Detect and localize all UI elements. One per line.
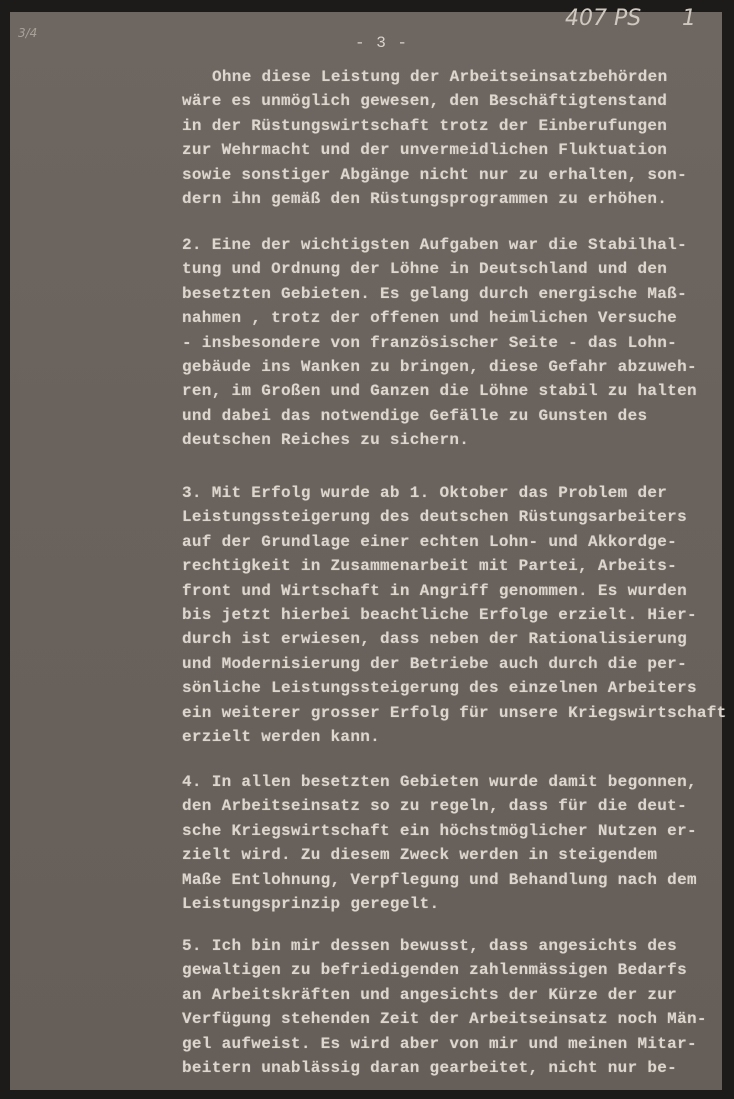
- text-line: ein weiterer grosser Erfolg für unsere Kriegswirtschaft: [182, 703, 727, 722]
- text-line: 2. Eine der wichtigsten Aufgaben war die Stabilhal-: [182, 236, 687, 254]
- text-line: 4. In allen besetzten Gebieten wurde damit begonnen,: [182, 773, 697, 791]
- text-line: an Arbeitskräften und angesichts der Kürze der zur: [182, 985, 678, 1004]
- text-line: nahmen , trotz der offenen und heimlichen Versuche: [182, 309, 678, 328]
- text-line: besetzten Gebieten. Es gelang durch energische Maß-: [182, 284, 687, 303]
- text-line: deutschen Reiches zu sichern.: [182, 431, 470, 450]
- text-line: und dabei das notwendige Gefälle zu Gunsten des: [182, 406, 648, 425]
- text-line: Leistungssteigerung des deutschen Rüstungsarbeiters: [182, 508, 687, 527]
- text-line: ren, im Großen und Ganzen die Löhne stabil zu halten: [182, 382, 697, 401]
- text-line: dern ihn gemäß den Rüstungsprogrammen zu erhöhen.: [182, 189, 668, 208]
- archive-number: 407 PS: [565, 6, 642, 31]
- text-line: durch ist erwiesen, dass neben der Rationalisierung: [182, 630, 687, 649]
- text-line: Leistungsprinzip geregelt.: [182, 894, 440, 913]
- paragraph-3: [182, 481, 727, 749]
- text-line: in der Rüstungswirtschaft trotz der Einberufungen: [182, 116, 668, 135]
- corner-mark: 3/4: [18, 26, 38, 40]
- document-page: [10, 6, 727, 1090]
- page-number: - 3 -: [355, 34, 409, 52]
- text-line: sowie sonstiger Abgänge nicht nur zu erhalten, son-: [182, 165, 687, 184]
- text-line: gewaltigen zu befriedigenden zahlenmässigen Bedarfs: [182, 961, 687, 980]
- text-line: tung und Ordnung der Löhne in Deutschland und den: [182, 260, 668, 279]
- text-line: rechtigkeit in Zusammenarbeit mit Partei, Arbeits-: [182, 557, 678, 576]
- text-line: sche Kriegswirtschaft ein höchstmöglicher Nutzen er-: [182, 821, 697, 840]
- text-line: Maße Entlohnung, Verpflegung und Behandlung nach dem: [182, 870, 697, 889]
- text-line: 3. Mit Erfolg wurde ab 1. Oktober das Problem der: [182, 484, 668, 502]
- text-line: und Modernisierung der Betriebe auch durch die per-: [182, 654, 687, 673]
- text-line: wäre es unmöglich gewesen, den Beschäftigtenstand: [182, 92, 668, 111]
- text-line: bis jetzt hierbei beachtliche Erfolge erzielt. Hier-: [182, 605, 697, 624]
- text-line: front und Wirtschaft in Angriff genommen. Es wurden: [182, 581, 687, 600]
- text-line: zielt wird. Zu diesem Zweck werden in steigendem: [182, 846, 658, 865]
- text-line: - insbesondere von französischer Seite - das Lohn-: [182, 333, 678, 352]
- text-line: 5. Ich bin mir dessen bewusst, dass angesichts des: [182, 937, 678, 955]
- paragraph-5: [182, 934, 707, 1080]
- text-line: auf der Grundlage einer echten Lohn- und Akkordge-: [182, 532, 678, 551]
- text-line: Verfügung stehenden Zeit der Arbeitseinsatz noch Män-: [182, 1010, 707, 1029]
- text-line: erzielt werden kann.: [182, 727, 381, 746]
- text-line: den Arbeitseinsatz so zu regeln, dass für die deut-: [182, 797, 687, 816]
- sheet-mark: 1: [682, 6, 696, 31]
- paragraph-2: [182, 233, 697, 453]
- paragraph-1: [182, 65, 687, 211]
- text-line: sönliche Leistungssteigerung des einzelnen Arbeiters: [182, 679, 697, 698]
- text-line: Ohne diese Leistung der Arbeitseinsatzbehörden: [212, 68, 668, 86]
- text-line: zur Wehrmacht und der unvermeidlichen Fluktuation: [182, 141, 668, 160]
- text-line: gel aufweist. Es wird aber von mir und meinen Mitar-: [182, 1034, 697, 1053]
- text-line: beitern unablässig daran gearbeitet, nicht nur be-: [182, 1058, 678, 1077]
- text-line: gebäude ins Wanken zu bringen, diese Gefahr abzuweh-: [182, 357, 697, 376]
- paragraph-4: [182, 770, 697, 916]
